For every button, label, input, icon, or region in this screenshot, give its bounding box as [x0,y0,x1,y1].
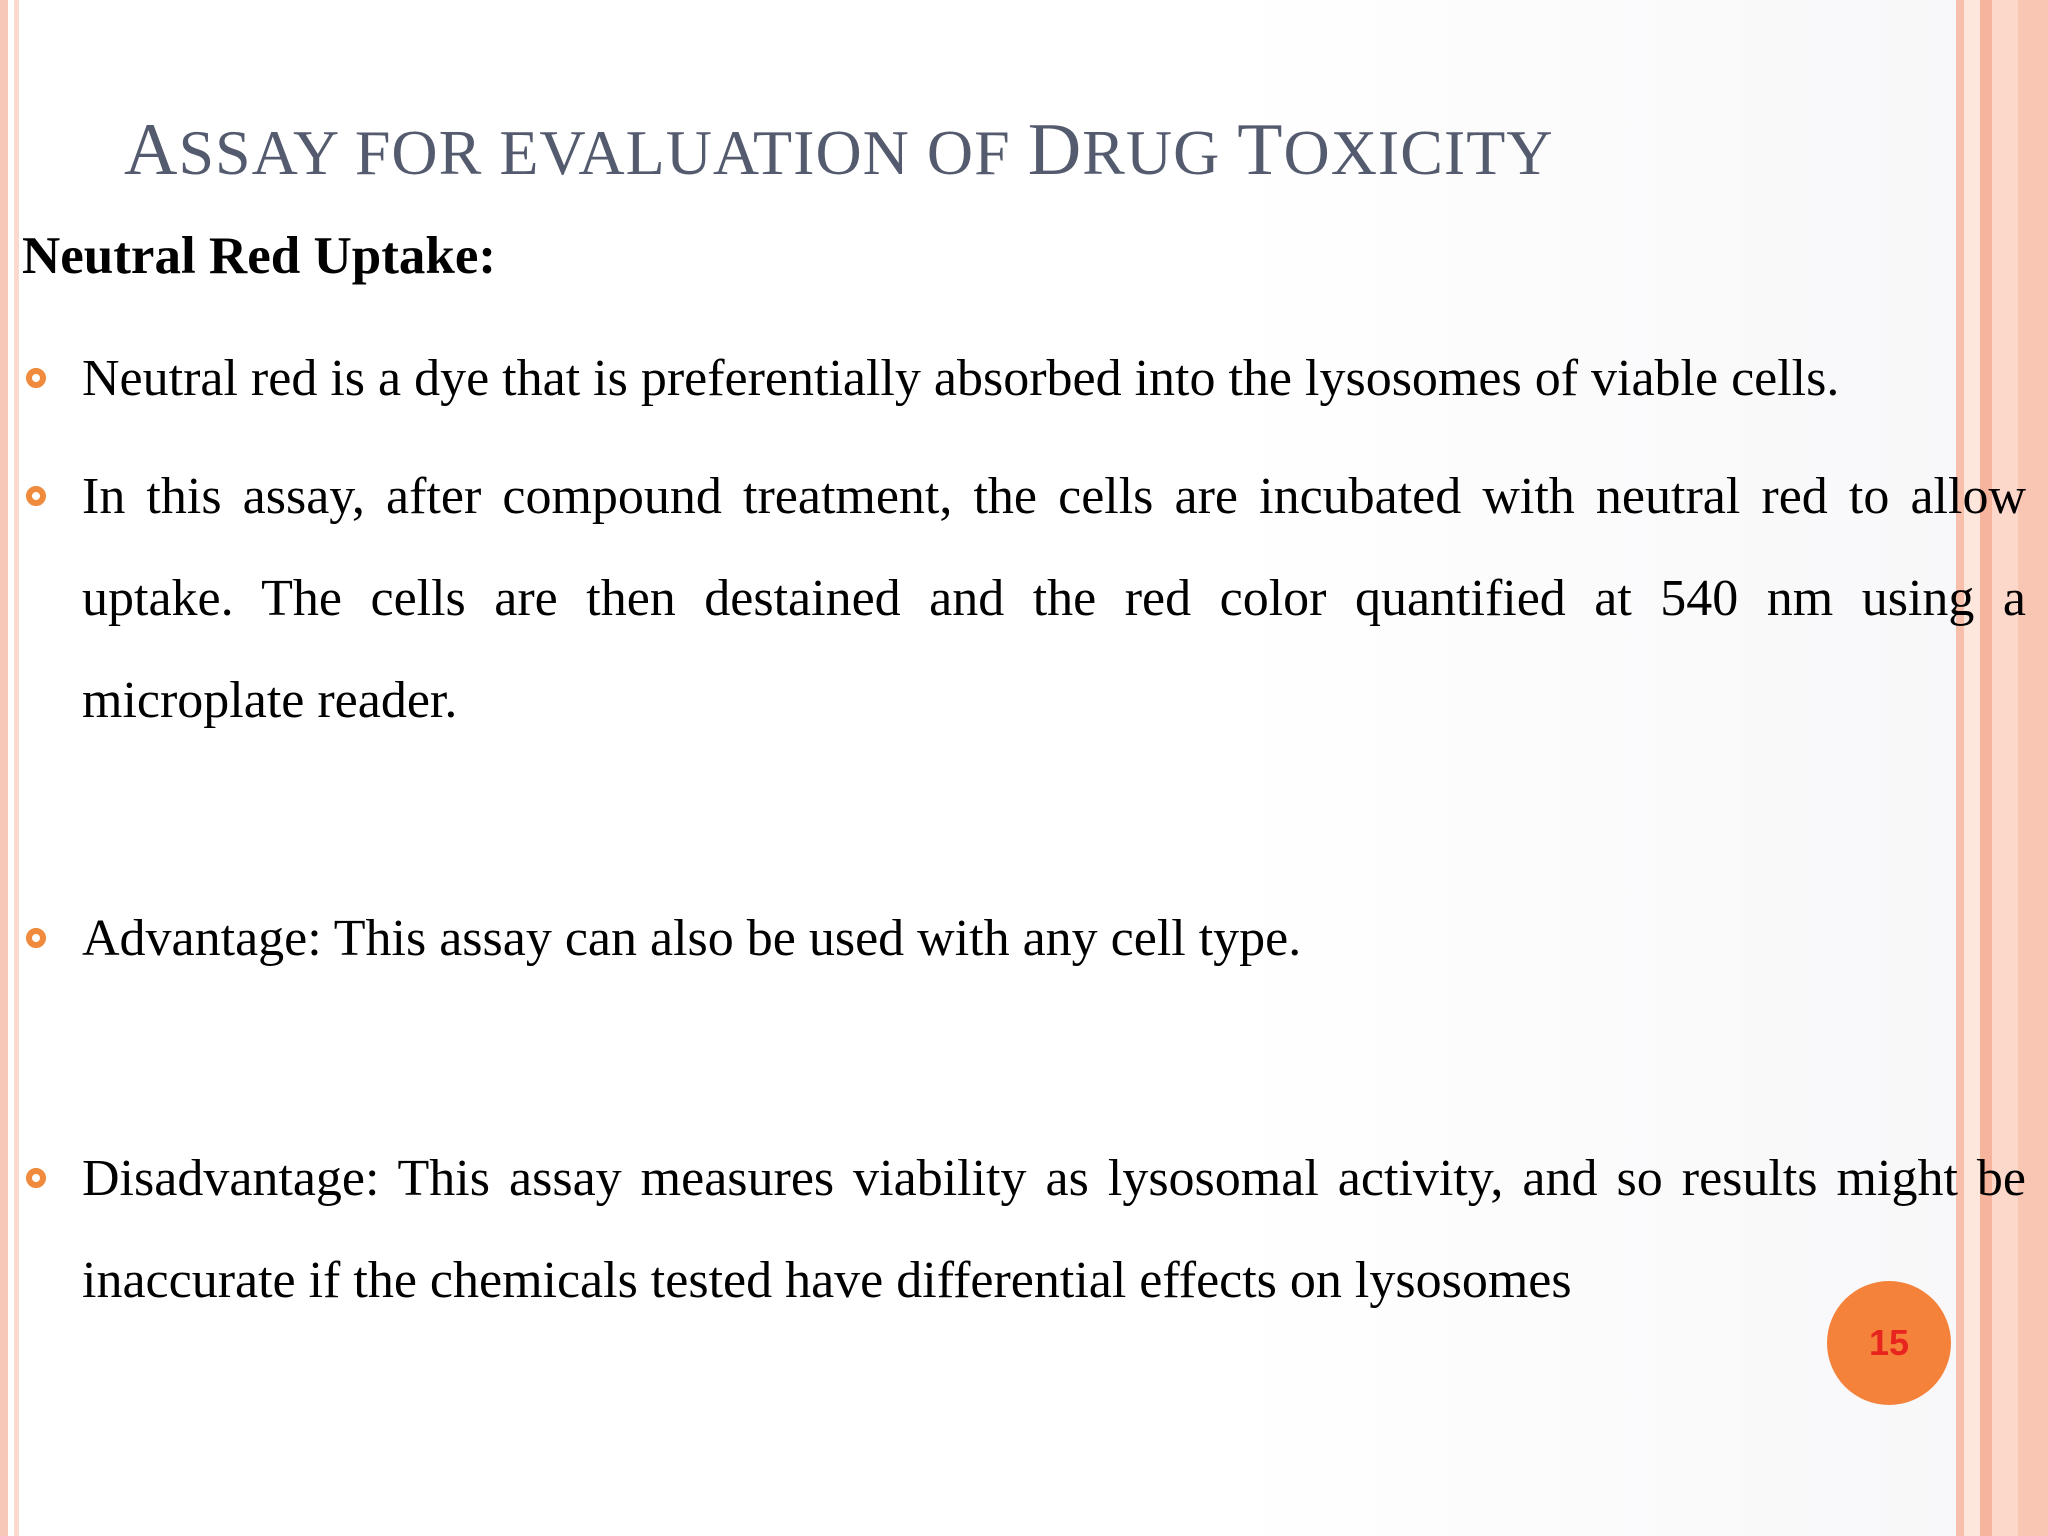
left-border-stripe [0,0,8,1536]
ring-bullet-icon [26,368,46,388]
bullet-text: Neutral red is a dye that is preferentially absorbed into the lysosomes of viable cells. [82,350,1840,407]
ring-bullet-icon [26,486,46,506]
ring-bullet-icon [26,928,46,948]
left-border-stripe-inner [14,0,19,1536]
title-segment: SSAY FOR EVALUATION OF [178,117,1028,188]
bullet-text: In this assay, after compound treatment, the cells are incubated with neutral red to allow uptake. The cells are then destained and the red color quantified at 540 nm using a microplate reader. [82,468,2026,729]
slide-title [124,108,1924,193]
page-number-badge: 15 [1827,1281,1951,1405]
title-segment: RUG [1082,117,1238,188]
section-subheading: Neutral Red Uptake: [22,227,496,285]
title-initial: D [1027,109,1083,191]
title-initial: A [124,109,179,191]
title-segment: OXICITY [1283,117,1554,188]
title-initial: T [1237,109,1284,191]
bullet-text: Disadvantage: This assay measures viability as lysosomal activity, and so results might be inaccurate if the chemicals tested have differential effects on lysosomes [82,1150,2026,1309]
bullet-text: Advantage: This assay can also be used with any cell type. [82,910,1302,967]
ring-bullet-icon [26,1168,46,1188]
